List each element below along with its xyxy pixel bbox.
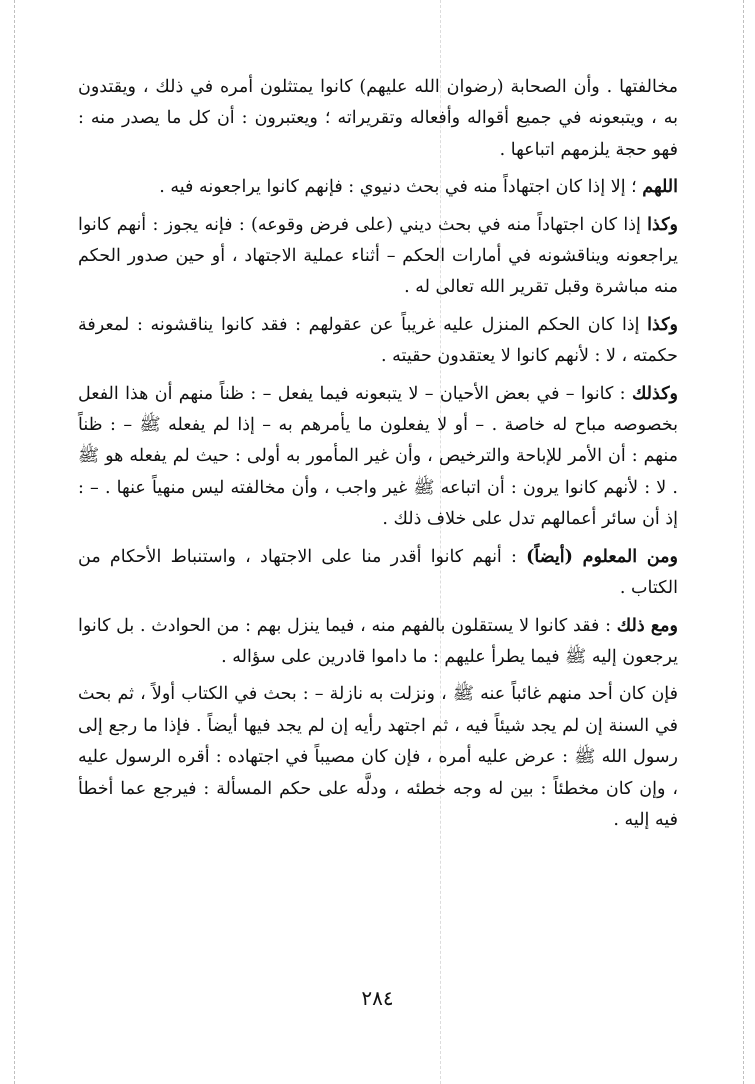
paragraph-7-text: : فقد كانوا لا يستقلون بالفهم منه ، فيما ينزل بهم : من الحوادث . بل كانوا يرجعون إليه ﷺ فيما يطرأ عليهم : ما داموا قادرين على سؤاله . xyxy=(78,615,678,667)
paragraph-5 xyxy=(78,379,678,536)
paragraph-6-text: : أنهم كانوا أقدر منا على الاجتهاد ، واستنباط الأحكام من الكتاب . xyxy=(78,546,678,599)
paragraph-2 xyxy=(78,172,678,203)
paragraph-5-lead: وكذلك xyxy=(631,383,678,404)
page-body xyxy=(78,72,678,842)
paragraph-7 xyxy=(78,611,678,674)
paragraph-3-text: إذا كان اجتهاداً منه في بحث ديني (على فرض وقوعه) : فإنه يجوز : أنهم كانوا يراجعونه ويناقشونه في أمارات الحكم – أثناء عملية الاجتهاد ، أو حين صدور الحكم منه مباشرة وقبل تقرير الله تعالى له . xyxy=(78,214,678,298)
paragraph-2-lead: اللهم xyxy=(642,177,678,198)
paragraph-6 xyxy=(78,542,678,605)
page-number: ٢٨٤ xyxy=(361,986,394,1010)
page-fold-line-right xyxy=(743,0,744,1084)
paragraph-3-lead: وكذا xyxy=(647,214,678,235)
paragraph-4-text: إذا كان الحكم المنزل عليه غريباً عن عقولهم : فقد كانوا يناقشونه : لمعرفة حكمته ، لا : لأنهم كانوا لا يعتقدون حقيته . xyxy=(78,314,678,367)
paragraph-4 xyxy=(78,310,678,373)
paragraph-2-text: ؛ إلا إذا كان اجتهاداً منه في بحث دنيوي : فإنهم كانوا يراجعونه فيه . xyxy=(159,177,643,198)
paragraph-7-lead: ومع ذلك xyxy=(616,615,679,636)
paragraph-3 xyxy=(78,210,678,304)
paragraph-8-text: فإن كان أحد منهم غائباً عنه ﷺ ، ونزلت به نازلة – : بحث في الكتاب أولاً ، ثم بحث في السنة إن لم يجد شيئاً فيه ، ثم اجتهد رأيه إن لم يجد فيها أيضاً . فإذا ما رجع إلى رسول الله ﷺ : عرض عليه أمره ، فإن كان مصيباً في اجتهاده : أقره الرسول عليه ، وإن كان مخطئاً : بين له وجه خطئه ، ودلَّه على حكم المسألة : فيرجع عما أخطأ فيه إليه . xyxy=(78,684,678,830)
paragraph-6-lead: ومن المعلوم (أيضاً) xyxy=(526,546,678,567)
paragraph-4-lead: وكذا xyxy=(647,314,678,335)
paragraph-8 xyxy=(78,679,678,836)
paragraph-1 xyxy=(78,72,678,166)
page-fold-line-left xyxy=(14,0,15,1084)
paragraph-1-text: مخالفتها . وأن الصحابة (رضوان الله عليهم) كانوا يمتثلون أمره في ذلك ، ويقتدون به ، ويتبعونه في جميع أقواله وأفعاله وتقريراته ؛ ويعتبرون : أن كل ما يصدر منه : فهو حجة يلزمهم اتباعها . xyxy=(78,77,678,160)
paragraph-5-text: : كانوا – في بعض الأحيان – لا يتبعونه فيما يفعل – : ظناً منهم أن هذا الفعل بخصوصه مباح له خاصة . – أو لا يفعلون ما يأمرهم به – إذا لم يفعله ﷺ – : ظناً منهم : أن الأمر للإباحة والترخيص ، وأن غير المأمور به أولى : حيث لم يفعله هو ﷺ . لا : لأنهم كانوا يرون : أن اتباعه ﷺ غير واجب ، وأن مخالفته ليس منهياً عنها . – : إذ أن سائر أعمالهم تدل على خلاف ذلك . xyxy=(78,383,678,530)
